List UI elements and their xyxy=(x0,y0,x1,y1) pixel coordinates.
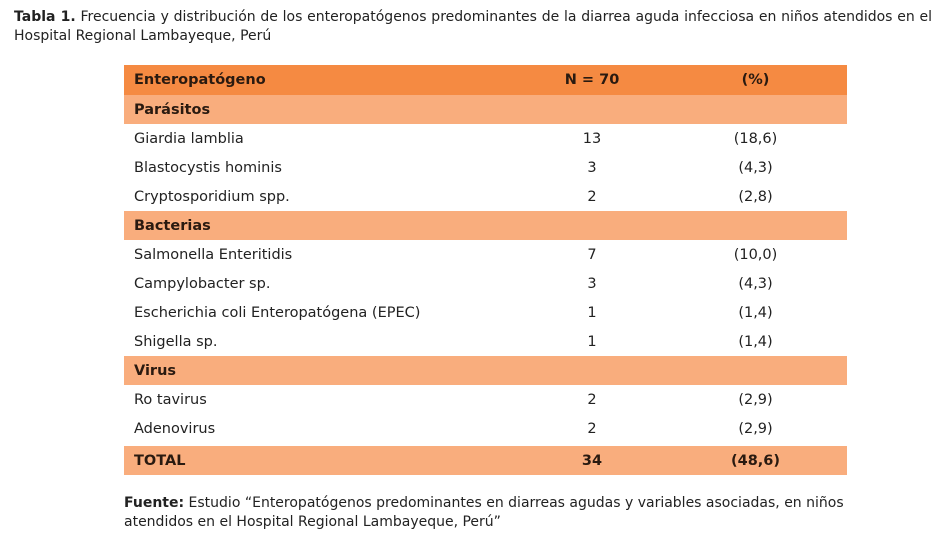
caption-label: Tabla 1. xyxy=(14,9,76,25)
row-pct: (1,4) xyxy=(738,333,773,350)
caption-text: Frecuencia y distribución de los enteropatógenos predominantes de la diarrea aguda infecciosa en niños atendidos en el Hospital Regional Lambayeque, Perú xyxy=(14,9,933,44)
row-pct: (2,8) xyxy=(738,188,773,205)
header-enteropatogeno: Enteropatógeno xyxy=(134,72,266,88)
row-name: Campylobacter sp. xyxy=(134,275,271,292)
row-n: 2 xyxy=(587,188,597,205)
row-pct: (2,9) xyxy=(738,391,773,408)
row-pct: (10,0) xyxy=(733,246,778,263)
row-pct: (4,3) xyxy=(738,159,773,176)
row-name: Blastocystis hominis xyxy=(134,159,282,176)
row-n: 3 xyxy=(587,159,597,176)
table-caption xyxy=(14,8,932,46)
table-row xyxy=(124,269,847,298)
row-n: 1 xyxy=(587,333,597,350)
section-label: Parásitos xyxy=(134,101,211,118)
row-name: Cryptosporidium spp. xyxy=(134,188,290,205)
table-row xyxy=(124,385,847,414)
total-row xyxy=(124,446,847,475)
table-header-row xyxy=(124,65,847,95)
table-row xyxy=(124,182,847,211)
row-name: Giardia lamblia xyxy=(134,130,244,147)
total-n: 34 xyxy=(581,452,603,469)
row-pct: (4,3) xyxy=(738,275,773,292)
row-n: 2 xyxy=(587,391,597,408)
row-name: Adenovirus xyxy=(134,420,216,437)
section-row-bacterias xyxy=(124,211,847,240)
table-row xyxy=(124,414,847,443)
table-row xyxy=(124,327,847,356)
row-name: Ro tavirus xyxy=(134,391,207,408)
total-pct: (48,6) xyxy=(730,452,781,469)
row-name: Salmonella Enteritidis xyxy=(134,246,293,263)
section-label: Bacterias xyxy=(134,217,211,234)
row-pct: (18,6) xyxy=(733,130,778,147)
header-n: N = 70 xyxy=(564,72,620,88)
section-row-parasitos xyxy=(124,95,847,124)
total-label: TOTAL xyxy=(134,452,186,469)
source-text: Estudio “Enteropatógenos predominantes en diarreas agudas y variables asociadas, en niños atendidos en el Hospital Regional Lambayeque, Perú” xyxy=(124,495,844,530)
row-pct: (2,9) xyxy=(738,420,773,437)
table-row xyxy=(124,298,847,327)
row-name: Escherichia coli Enteropatógena (EPEC) xyxy=(134,304,421,321)
row-n: 3 xyxy=(587,275,597,292)
table-row xyxy=(124,240,847,269)
header-percent: (%) xyxy=(741,72,770,88)
row-n: 13 xyxy=(582,130,602,147)
row-n: 1 xyxy=(587,304,597,321)
row-n: 7 xyxy=(587,246,597,263)
row-n: 2 xyxy=(587,420,597,437)
table-row xyxy=(124,153,847,182)
section-label: Virus xyxy=(134,362,177,379)
source-note xyxy=(124,494,844,532)
enteropathogen-table xyxy=(124,65,847,475)
section-row-virus xyxy=(124,356,847,385)
source-label: Fuente: xyxy=(124,495,185,511)
row-pct: (1,4) xyxy=(738,304,773,321)
table-row xyxy=(124,124,847,153)
row-name: Shigella sp. xyxy=(134,333,218,350)
